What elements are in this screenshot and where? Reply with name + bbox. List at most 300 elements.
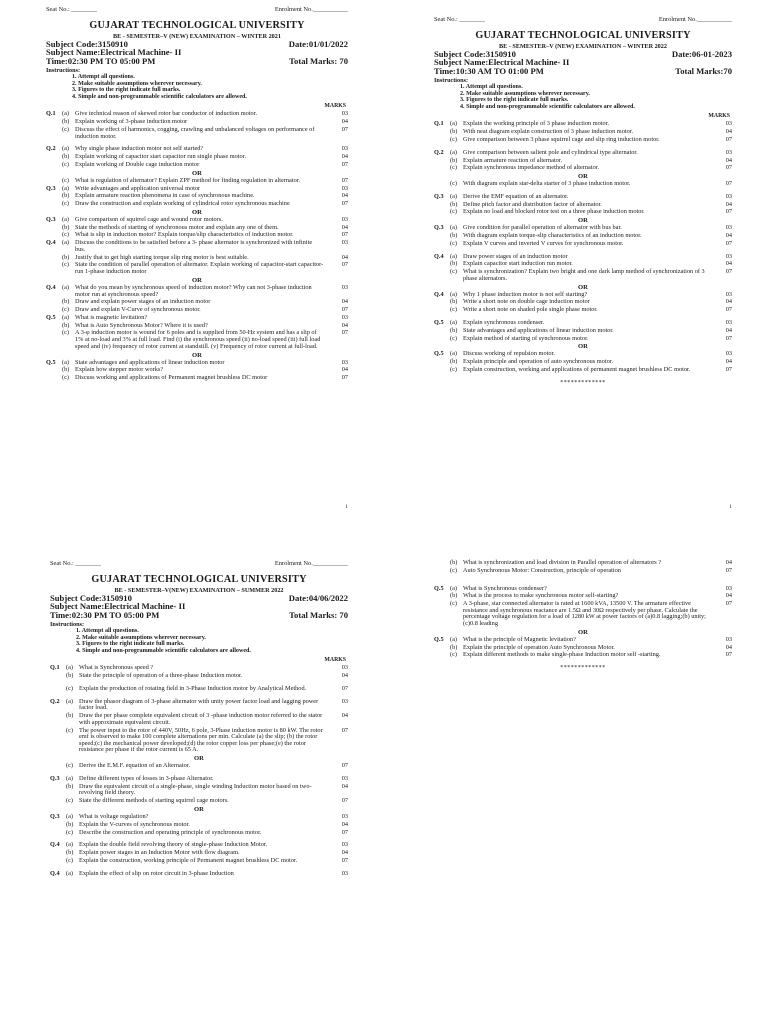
question-marks: 03 [341, 812, 348, 820]
question-number [434, 307, 450, 314]
question-number [434, 241, 450, 248]
question-number [434, 560, 450, 567]
question-part [50, 850, 348, 857]
question-text: With diagram explain star-delta starter of 3 phase induction motor. [463, 180, 631, 188]
part-label: (c) [66, 726, 73, 734]
question-text: Explain the V-curves of synchronous motor. [79, 820, 190, 828]
or-separator: OR [194, 805, 204, 813]
question-part [434, 299, 732, 306]
question-text: Justify that to get high starting torque slip ring motor is best suitable. [75, 253, 249, 261]
question-marks: 03 [341, 774, 348, 782]
question-part [434, 320, 732, 327]
question-text: Write advantages and application universal motor [75, 184, 201, 192]
question-number: Q.4 [434, 252, 444, 260]
marks-heading: MARKS [708, 113, 730, 120]
question-part [46, 367, 348, 374]
exam-time: Time:02:30 PM TO 05:00 PM [50, 610, 160, 621]
meta-row-time [50, 611, 348, 620]
part-label: (b) [62, 153, 70, 161]
question-number: Q.3 [434, 224, 444, 232]
total-marks: Total Marks: 70 [289, 610, 348, 621]
question-marks: 07 [341, 762, 348, 770]
exam-time: Time:10:30 AM TO 01:00 PM [434, 66, 544, 77]
question-marks: 04 [725, 298, 732, 306]
question-number [50, 728, 66, 754]
question-number: Q.2 [46, 145, 56, 153]
question-number: Q.3 [50, 774, 60, 782]
part-label: (b) [66, 782, 74, 790]
question-part [46, 360, 348, 367]
question-text: With diagram explain torque-slip characteristics of an induction motor. [463, 232, 642, 240]
question-marks: 03 [341, 841, 348, 849]
question-marks: 04 [341, 712, 348, 720]
end-stars: ************* [560, 665, 606, 672]
question-marks: 03 [725, 120, 732, 128]
question-number [50, 713, 66, 726]
question-marks: 03 [725, 319, 732, 327]
question-text: Give condition for parallel operation of alternator with bus bar. [463, 224, 622, 232]
question-number [434, 165, 450, 172]
question-part [434, 593, 732, 600]
question-part [50, 830, 348, 837]
or-separator: OR [192, 276, 202, 284]
question-text: Draw and explain power stages of an induction motor [75, 298, 211, 306]
part-label: (a) [62, 239, 69, 247]
question-marks: 04 [341, 153, 348, 161]
question-marks: 04 [725, 592, 732, 600]
question-part [434, 225, 732, 232]
question-number [46, 201, 62, 208]
part-label: (c) [62, 329, 69, 337]
meta-row-time [434, 67, 732, 76]
part-label: (c) [450, 306, 457, 314]
marks-heading: MARKS [324, 657, 346, 664]
question-number [46, 330, 62, 350]
question-part [46, 240, 348, 253]
question-part [434, 367, 732, 374]
part-label: (a) [62, 283, 69, 291]
instruction-item: 1. Attempt all questions. [76, 628, 139, 634]
instruction-item: 4. Simple and non-programmable scientific calculators are allowed. [76, 647, 251, 654]
question-text: What is Auto Synchronous Motor? Where it is used? [75, 321, 208, 329]
question-number [46, 127, 62, 140]
part-label: (c) [450, 334, 457, 342]
question-part [434, 351, 732, 358]
part-label: (a) [62, 110, 69, 118]
question-number: Q.1 [50, 664, 60, 672]
question-text: Describe the construction and operating principle of synchronous motor. [79, 828, 262, 836]
question-part [50, 822, 348, 829]
question-marks: 07 [725, 135, 732, 143]
question-text: What is the principle of Magnetic levitation? [463, 635, 576, 643]
question-number [50, 830, 66, 837]
question-text: What is Synchronous condenser? [463, 584, 547, 592]
question-number [434, 645, 450, 652]
question-number: Q.5 [434, 584, 444, 592]
question-text: Discuss the effect of harmonics, cogging, crawling and unbalanced voltages on performance of induction motor. [75, 125, 315, 140]
part-label: (b) [450, 592, 458, 600]
question-part [46, 119, 348, 126]
question-text: What is regulation of alternator? Explain ZPF method for finding regulation in alternator. [75, 176, 301, 184]
question-text: What do you mean by synchronous speed of induction motor? Why can not 3-phase induction motor run at synchronous speed? [75, 283, 312, 298]
question-marks: 04 [725, 358, 732, 366]
question-marks: 03 [725, 192, 732, 200]
question-part [434, 637, 732, 644]
part-label: (c) [450, 651, 457, 659]
part-label: (c) [66, 762, 73, 770]
question-marks: 03 [341, 145, 348, 153]
part-label: (b) [62, 192, 70, 200]
question-marks: 04 [725, 326, 732, 334]
exam-title: BE - SEMESTER–V(NEW) EXAMINATION – SUMMER 2022 [114, 586, 284, 594]
part-label: (b) [66, 712, 74, 720]
question-part [50, 842, 348, 849]
question-number: Q.2 [50, 697, 60, 705]
question-marks: 03 [341, 313, 348, 321]
question-marks: 03 [341, 869, 348, 877]
question-marks: 03 [341, 283, 348, 291]
question-part [46, 146, 348, 153]
question-text: Derive the EMF equation of an alternator. [463, 192, 569, 200]
question-marks: 07 [725, 306, 732, 314]
question-number [46, 154, 62, 161]
part-label: (a) [450, 635, 457, 643]
part-label: (b) [450, 298, 458, 306]
question-number [50, 798, 66, 805]
question-part [434, 652, 732, 659]
subject-code: Subject Code:3150910 [434, 48, 516, 59]
question-number: Q.3 [46, 184, 56, 192]
meta-row-time [46, 57, 348, 66]
question-text: Explain the working principle of 3 phase induction motor. [463, 120, 610, 128]
question-marks: 07 [341, 374, 348, 382]
question-marks: 07 [341, 856, 348, 864]
question-part [46, 330, 348, 350]
question-number [50, 784, 66, 797]
or-separator: OR [192, 351, 202, 359]
instruction-item: 4. Simple and non-programmable scientific calculators are allowed. [72, 93, 247, 100]
part-label: (c) [62, 374, 69, 382]
question-marks: 04 [341, 672, 348, 680]
part-label: (c) [66, 828, 73, 836]
question-number [434, 601, 450, 627]
question-text: Give comparison of squirrel cage and wound rotor motors. [75, 215, 223, 223]
seat-row [50, 560, 348, 567]
question-part [434, 129, 732, 136]
question-text: Draw the construction and explain working of cylindrical rotor synchronous machine [75, 200, 290, 208]
question-text: Discuss working and applications of Permanent magnet brushless DC motor [75, 374, 268, 382]
part-label: (a) [62, 358, 69, 366]
question-text: Explain synchronous condenser. [463, 319, 545, 327]
part-label: (a) [66, 664, 73, 672]
or-separator: OR [578, 217, 588, 225]
question-marks: 04 [341, 366, 348, 374]
part-label: (b) [62, 253, 70, 261]
question-text: Draw the phasor diagram of 3-phase alternator with unity power factor load and lagging power factor load. [79, 697, 319, 712]
question-text: Write a short note on shaded pole single phase motor. [463, 306, 598, 314]
question-number [46, 375, 62, 382]
part-label: (b) [62, 118, 70, 126]
question-marks: 07 [725, 239, 732, 247]
question-number [46, 193, 62, 200]
question-part [46, 193, 348, 200]
question-marks: 03 [341, 697, 348, 705]
part-label: (a) [450, 148, 457, 156]
part-label: (c) [62, 176, 69, 184]
university-title: GUJARAT TECHNOLOGICAL UNIVERSITY [89, 20, 305, 31]
part-label: (b) [66, 672, 74, 680]
question-marks: 04 [725, 200, 732, 208]
instructions-list [46, 74, 348, 100]
question-text: State advantages and applications of linear induction motor. [463, 326, 614, 334]
question-part [50, 665, 348, 672]
part-label: (a) [66, 774, 73, 782]
question-text: State the condition of parallel operation of alternator. Explain working of capacitor-start capacitor-run 1-phase induction motor [75, 261, 324, 276]
question-marks: 07 [725, 651, 732, 659]
question-text: Explain method of starting of synchronous motor. [463, 334, 589, 342]
question-number: Q.4 [46, 283, 56, 291]
question-text: Auto Synchronous Motor: Construction, principle of operation [463, 566, 621, 574]
part-label: (b) [66, 820, 74, 828]
part-label: (c) [66, 856, 73, 864]
question-number [46, 323, 62, 330]
question-marks: 07 [341, 176, 348, 184]
instructions-heading: Instructions: [434, 77, 469, 84]
part-label: (b) [450, 200, 458, 208]
question-number [46, 119, 62, 126]
question-text: State the principle of operation of a three-phase Induction motor. [79, 672, 243, 680]
question-text: Explain the double field revolving theory of single-phase Induction Motor. [79, 841, 268, 849]
question-text: Explain the effect of slip on rotor circuit in 3-phase Induction [79, 869, 234, 877]
instruction-item: 2. Make suitable assumptions wherever necessary. [76, 634, 206, 641]
question-text: Why 1 phase induction motor is not self starting? [463, 290, 588, 298]
question-number [434, 129, 450, 136]
seat-row [46, 6, 348, 13]
question-part [434, 269, 732, 282]
question-text: State the different methods of starting squirrel cage motors. [79, 797, 229, 805]
question-part [434, 194, 732, 201]
question-text: What is synchronization and load division in Parallel operation of alternators ? [463, 559, 662, 566]
question-marks: 03 [725, 224, 732, 232]
instructions-heading: Instructions: [46, 67, 81, 74]
question-number [434, 593, 450, 600]
paper-winter-2022 [384, 0, 768, 512]
question-marks: 04 [341, 321, 348, 329]
part-label: (c) [62, 306, 69, 314]
question-number [50, 858, 66, 865]
question-text: State the methods of starting of synchronous motor and explain any one of them. [75, 223, 279, 231]
question-part [50, 713, 348, 726]
question-number [46, 232, 62, 239]
seat-no-field: Seat No.: ________ [50, 560, 101, 567]
question-marks: 07 [341, 125, 348, 133]
part-label: (a) [62, 145, 69, 153]
question-marks: 03 [341, 664, 348, 672]
question-marks: 03 [341, 184, 348, 192]
instructions-heading: Instructions: [50, 621, 85, 628]
part-label: (c) [62, 200, 69, 208]
question-text: Explain no load and blocked rotor test on a three phase induction motor. [463, 208, 645, 216]
question-number [434, 233, 450, 240]
exam-time: Time:02:30 PM TO 05:00 PM [46, 56, 156, 67]
question-part [46, 217, 348, 224]
question-text: Explain working of capacitor start capacitor run single phase motor. [75, 153, 247, 161]
question-text: Explain synchronous impedance method of alternator. [463, 164, 600, 172]
question-number [434, 359, 450, 366]
paper-summer-2022 [0, 512, 384, 1024]
question-text: Explain construction, working and applications of permanent magnet brushless DC motor. [463, 366, 691, 374]
question-part [46, 225, 348, 232]
question-marks: 03 [725, 350, 732, 358]
question-marks: 07 [725, 268, 732, 276]
question-part [434, 209, 732, 216]
question-part [434, 336, 732, 343]
or-separator: OR [194, 755, 204, 763]
question-text: Discuss the conditions to be satisfied before a 3- phase alternator is synchronized with infinite bus. [75, 239, 313, 253]
part-label: (a) [66, 841, 73, 849]
university-title: GUJARAT TECHNOLOGICAL UNIVERSITY [91, 574, 307, 585]
part-label: (b) [62, 298, 70, 306]
question-number [50, 822, 66, 829]
question-part [434, 254, 732, 261]
or-separator: OR [578, 283, 588, 291]
question-part [46, 323, 348, 330]
question-number [434, 181, 450, 188]
university-title: GUJARAT TECHNOLOGICAL UNIVERSITY [475, 30, 691, 41]
question-number [434, 209, 450, 216]
question-number: Q.5 [46, 358, 56, 366]
or-separator: OR [192, 169, 202, 177]
question-part [434, 261, 732, 268]
question-part [434, 158, 732, 165]
question-number: Q.5 [46, 313, 56, 321]
instructions-list [50, 628, 348, 654]
question-text: Give comparison between salient pole and cylindrical type alternator. [463, 148, 638, 156]
part-label: (b) [62, 366, 70, 374]
question-text: Explain different methods to make single-phase Induction motor self -starting. [463, 651, 661, 659]
question-marks: 07 [341, 828, 348, 836]
question-marks: 07 [725, 600, 732, 608]
question-number [434, 367, 450, 374]
part-label: (c) [66, 684, 73, 692]
question-marks: 07 [341, 306, 348, 314]
question-part [434, 586, 732, 593]
end-stars: ************* [560, 379, 606, 386]
question-part [50, 776, 348, 783]
question-marks: 04 [341, 223, 348, 231]
question-number: Q.3 [50, 812, 60, 820]
enrolment-no-field: Enrolment No.___________ [658, 16, 732, 23]
part-label: (b) [450, 128, 458, 136]
question-marks: 03 [725, 252, 732, 260]
question-text: Derive the E.M.F. equation of an Alternator. [79, 762, 191, 770]
subject-code: Subject Code:3150910 [50, 592, 132, 603]
question-part [46, 375, 348, 382]
question-part [46, 232, 348, 239]
question-marks: 07 [341, 329, 348, 337]
question-part [50, 871, 348, 878]
exam-date: Date:04/06/2022 [288, 592, 348, 603]
question-text: Define different types of losses in 3-phase Alternator. [79, 774, 214, 782]
question-text: What is voltage regulation? [79, 812, 149, 820]
part-label: (c) [450, 239, 457, 247]
question-part [46, 186, 348, 193]
question-text: Draw power stages of an induction motor [463, 252, 568, 260]
question-marks: 07 [341, 231, 348, 239]
question-text: State advantages and applications of linear induction motor [75, 358, 225, 366]
question-text: What is Synchronous speed ? [79, 664, 154, 672]
question-part [46, 178, 348, 185]
question-number: Q.5 [434, 319, 444, 327]
enrolment-no-field: Enrolment No.___________ [274, 560, 348, 567]
exam-date: Date:06-01-2023 [671, 48, 732, 59]
marks-heading: MARKS [324, 103, 346, 110]
or-separator: OR [578, 628, 588, 636]
question-part [46, 299, 348, 306]
question-marks: 04 [341, 782, 348, 790]
part-label: (c) [450, 566, 457, 574]
paper-summer-2022-continued [384, 512, 768, 1024]
question-number [434, 299, 450, 306]
question-marks: 07 [341, 261, 348, 269]
page-number: 1 [345, 504, 348, 510]
question-part [46, 154, 348, 161]
question-part [434, 121, 732, 128]
part-label: (b) [62, 321, 70, 329]
part-label: (a) [450, 192, 457, 200]
question-marks: 04 [725, 232, 732, 240]
question-text: Explain the production of rotating field in 3-Phase Induction motor by Analytical Method. [79, 684, 307, 692]
question-marks: 07 [725, 180, 732, 188]
question-marks: 03 [341, 215, 348, 223]
question-part [434, 601, 732, 627]
part-label: (a) [450, 252, 457, 260]
question-part [50, 763, 348, 770]
question-part [46, 262, 348, 275]
subject-name: Subject Name:Electrical Machine- II [50, 601, 186, 612]
question-text: Explain armature reaction phenomena in case of synchronous machine. [75, 192, 255, 200]
question-part [46, 162, 348, 169]
question-number [434, 158, 450, 165]
part-label: (b) [450, 643, 458, 651]
part-label: (b) [450, 326, 458, 334]
question-part [434, 241, 732, 248]
page-number: 1 [729, 504, 732, 510]
part-label: (a) [450, 584, 457, 592]
question-text: Draw the per phase complete equivalent circuit of 3 -phase induction motor referred to the stator with approximate equivalent circuit. [79, 712, 323, 726]
question-number [46, 307, 62, 314]
question-part [434, 359, 732, 366]
part-label: (a) [66, 869, 73, 877]
question-number [434, 336, 450, 343]
question-part [434, 150, 732, 157]
question-number: Q.4 [46, 239, 56, 247]
question-part [434, 568, 732, 575]
question-text: Explain the principle of operation Auto Synchronous Motor. [463, 643, 615, 651]
part-label: (b) [450, 232, 458, 240]
question-number [50, 763, 66, 770]
part-label: (a) [62, 184, 69, 192]
question-part [50, 673, 348, 680]
question-text: A 3-φ induction motor is wound for 6 poles and is supplied from 50-Hz system and has a slip of 1% at no-load and 3% at full load. Find (i) the synchronous speed (ii) no-load speed (iii) full load speed and (iv) frequency of rotor current at standstill. (v) Frequency of rotor current at full-load. [75, 329, 321, 350]
question-marks: 07 [341, 726, 348, 734]
question-text: Explain principle and operation of auto synchronous motor. [463, 358, 614, 366]
question-part [50, 858, 348, 865]
question-text: Explain armature reaction of alternator. [463, 156, 563, 164]
question-number [434, 269, 450, 282]
seat-no-field: Seat No.: ________ [434, 16, 485, 23]
seat-no-field: Seat No.: ________ [46, 6, 97, 13]
